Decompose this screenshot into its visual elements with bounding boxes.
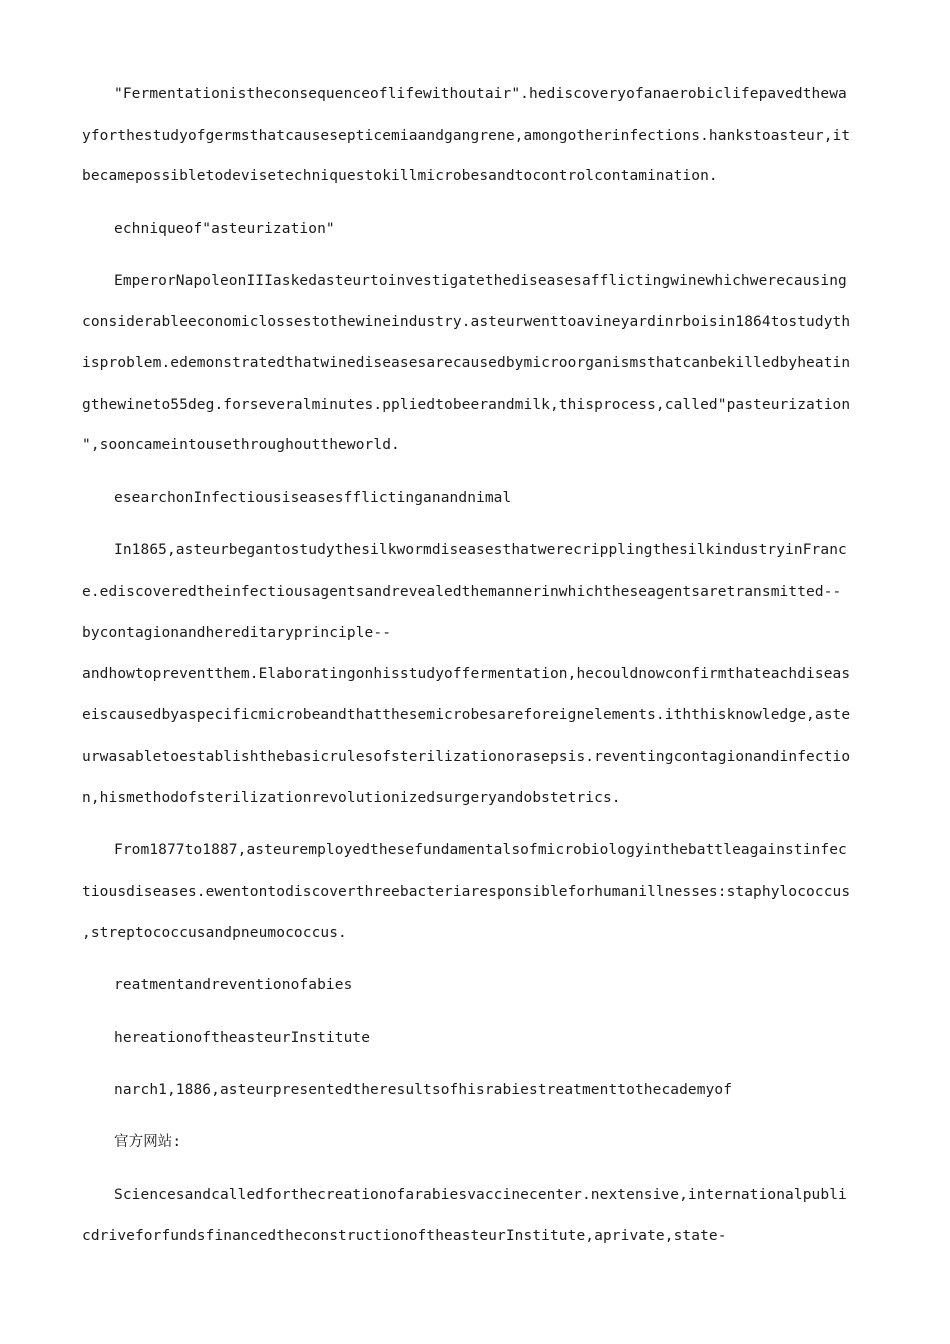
text-line: n,hismethodofsterilizationrevolutionizedsurgeryandobstetrics. (82, 790, 621, 806)
text-line: ",sooncameintousethroughouttheworld. (82, 437, 400, 453)
section-heading: hereationoftheasteurInstitute (114, 1030, 371, 1046)
text-line: becamepossibletodevisetechniquestokillmicrobesandtocontrolcontamination. (82, 168, 718, 184)
text-line: yforthestudyofgermsthatcausesepticemiaandgangrene,amongotherinfections.hankstoasteur,it (82, 128, 851, 144)
text-line: e.ediscoveredtheinfectiousagentsandrevealedthemannerinwhichtheseagentsaretransmitted-- (82, 584, 842, 600)
section-heading: echniqueof"asteurization" (114, 221, 335, 237)
text-line: bycontagionandhereditaryprinciple-- (82, 625, 392, 641)
text-line: tiousdiseases.ewentontodiscoverthreebacteriaresponsibleforhumanillnesses:staphylococcus (82, 884, 851, 900)
text-line: eiscausedbyaspecificmicrobeandthatthesemicrobesareforeignelements.iththisknowledge,aste (82, 707, 851, 723)
text-line: considerableeconomiclossestothewineindustry.asteurwenttoavineyardinrboisin1864tostudyth (82, 314, 851, 330)
text-line: gthewineto55deg.forseveralminutes.ppliedtobeerandmilk,thisprocess,called"pasteurization (82, 397, 851, 413)
text-line: urwasabletoestablishthebasicrulesofsterilizationorasepsis.reventingcontagionandinfectio (82, 749, 851, 765)
text-line: Sciencesandcalledforthecreationofarabiesvaccinecenter.nextensive,internationalpubli (114, 1187, 847, 1203)
text-line: EmperorNapoleonIIIaskedasteurtoinvestigatethediseasesafflictingwinewhichwerecausing (114, 273, 847, 289)
section-heading: reatmentandreventionofabies (114, 977, 353, 993)
text-line: narch1,1886,asteurpresentedtheresultsofhisrabiestreatmenttothecademyof (114, 1082, 733, 1098)
official-website-label: 官方网站: (114, 1134, 182, 1150)
text-line: cdriveforfundsfinancedtheconstructionoftheasteurInstitute,aprivate,state- (82, 1228, 727, 1244)
text-line: In1865,asteurbegantostudythesilkwormdiseasesthatwerecripplingthesilkindustryinFranc (114, 542, 847, 558)
text-line: isproblem.edemonstratedthatwinediseasesarecausedbymicroorganismsthatcanbekilledbyheatin (82, 355, 851, 371)
text-line: andhowtopreventthem.Elaboratingonhisstudyoffermentation,hecouldnowconfirmthateachdiseas (82, 666, 851, 682)
text-line: ,streptococcusandpneumococcus. (82, 925, 347, 941)
section-heading: esearchonInfectiousiseasesfflictinganandnimal (114, 490, 512, 506)
text-line: "Fermentationistheconsequenceoflifewithoutair".hediscoveryofanaerobiclifepavedthewa (114, 86, 847, 102)
text-line: From1877to1887,asteuremployedthesefundamentalsofmicrobiologyinthebattleagainstinfec (114, 842, 847, 858)
